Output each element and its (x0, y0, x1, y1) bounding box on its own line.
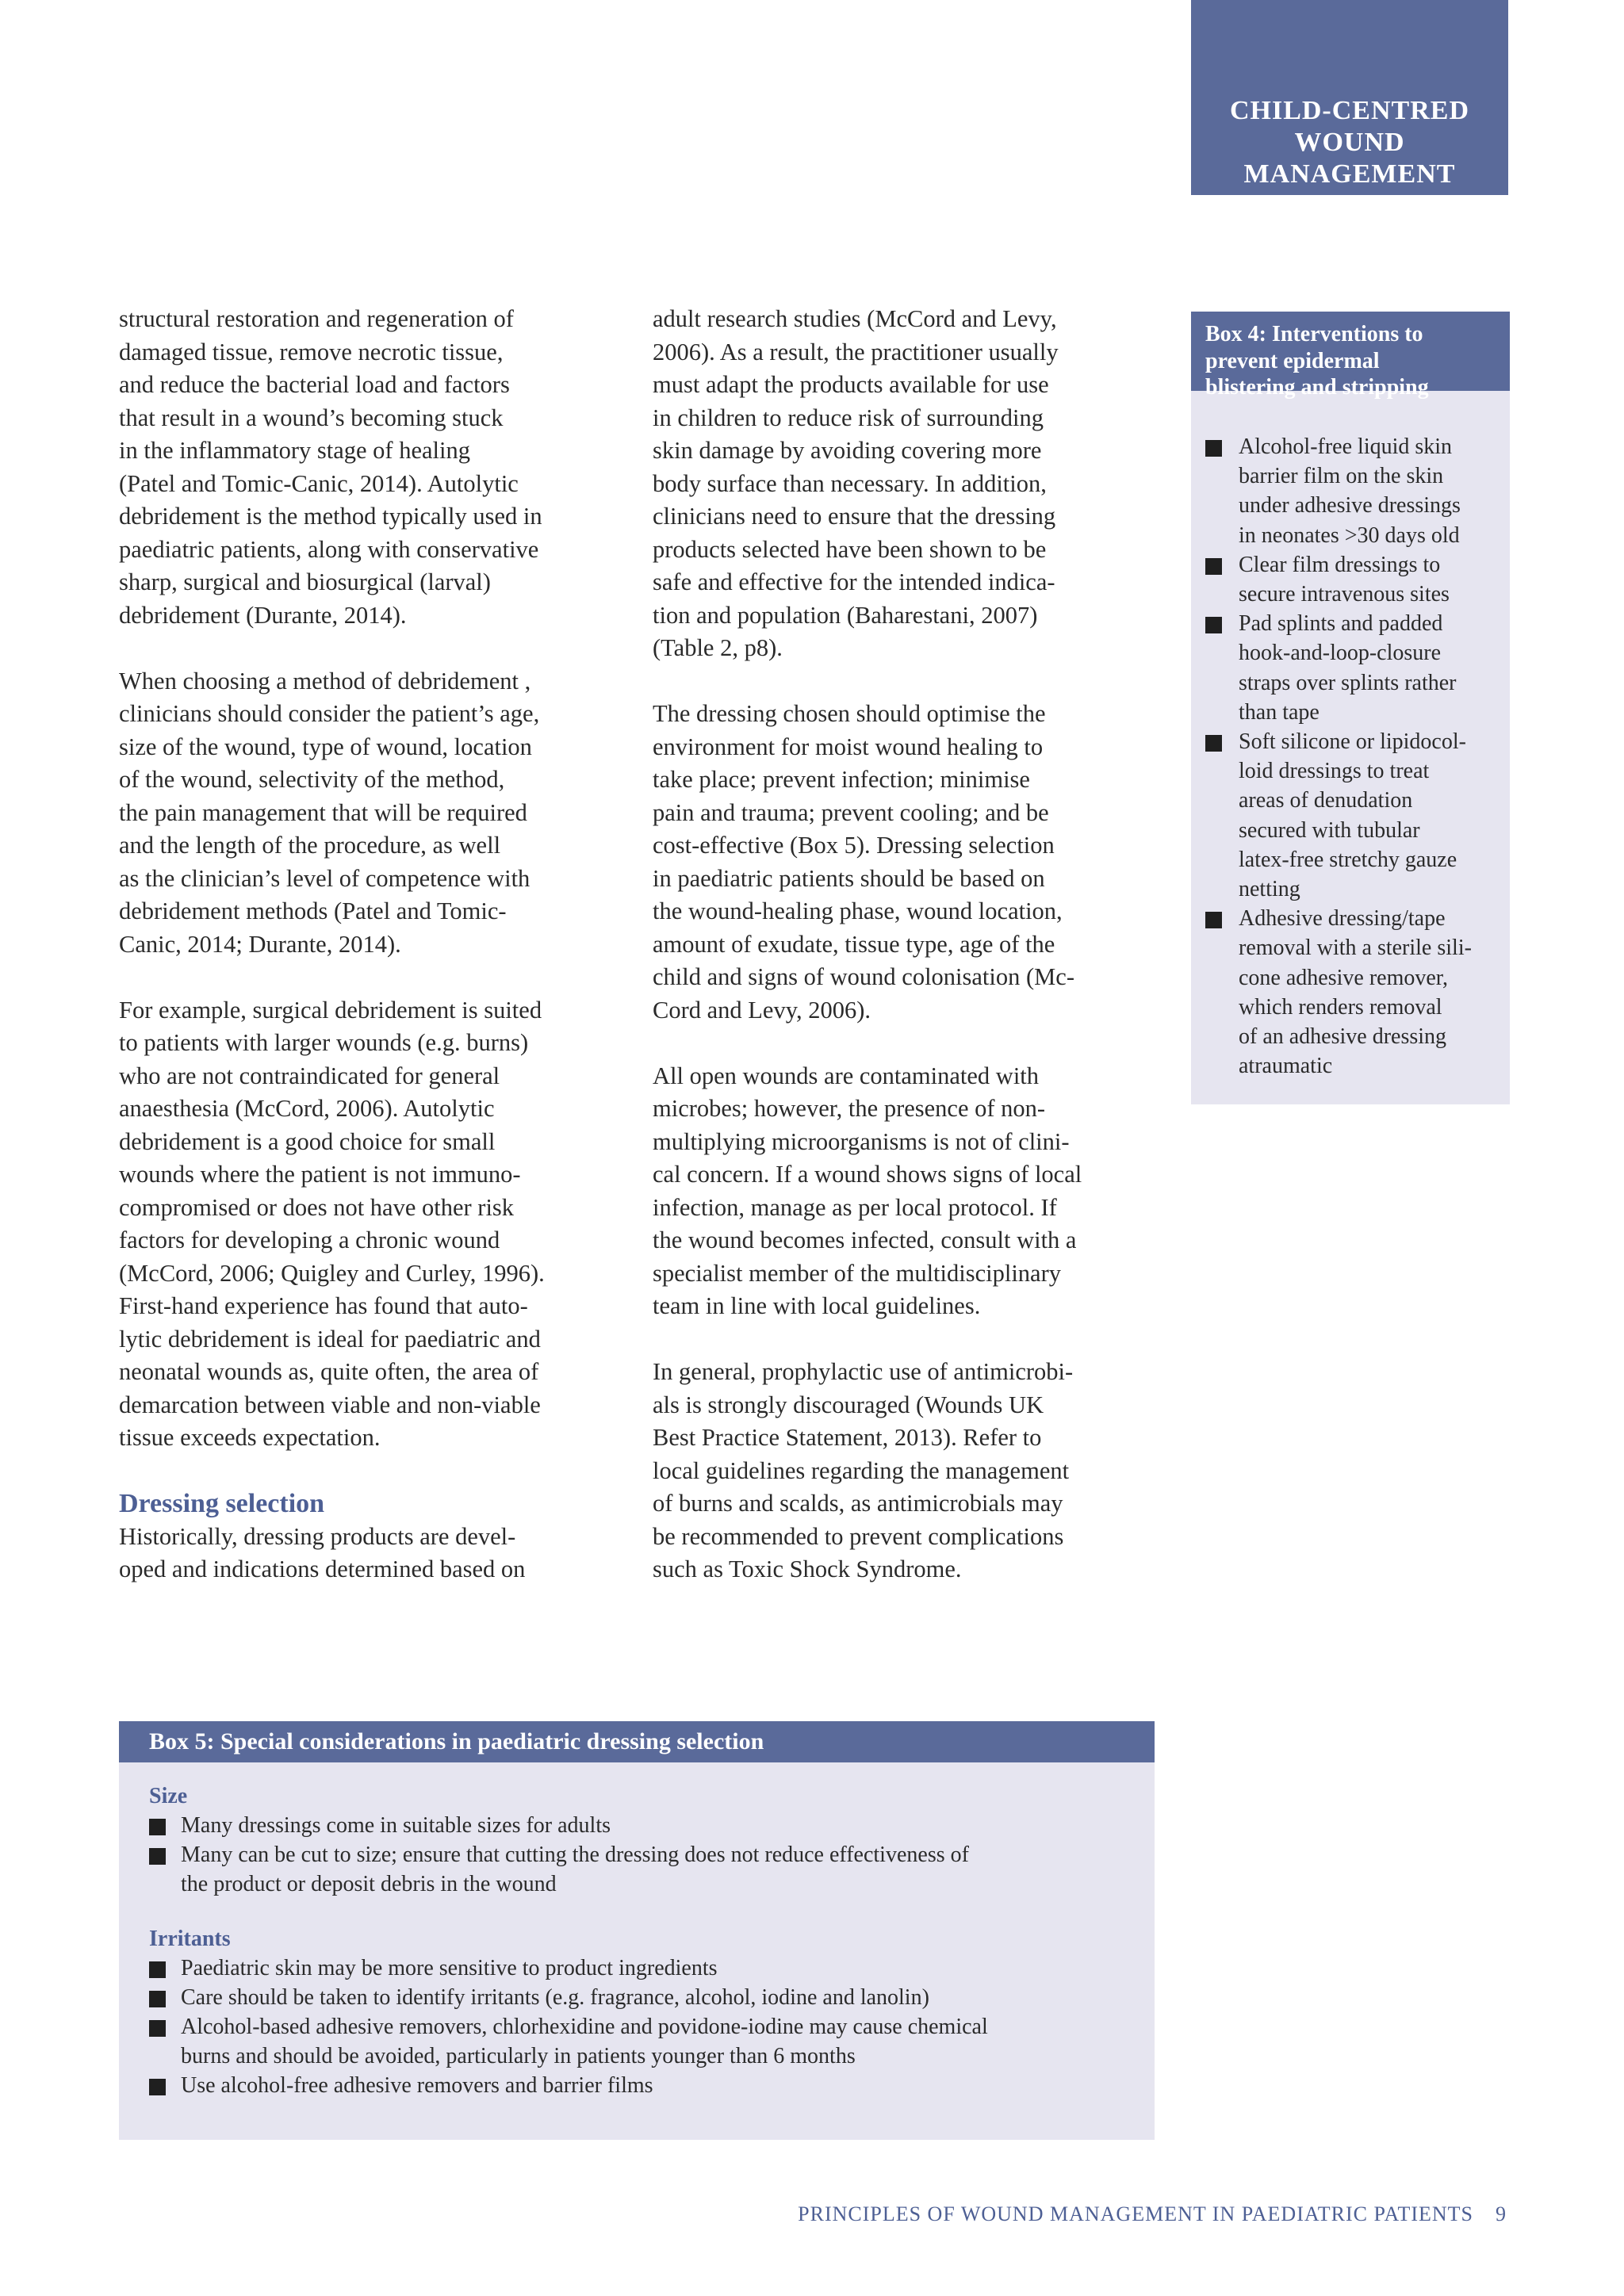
irritants-list (149, 1954, 1124, 2100)
list-item (149, 2071, 1124, 2100)
text-line: areas of denudation (1239, 788, 1413, 813)
text-line: the product or deposit debris in the wound (181, 1872, 557, 1896)
text-line: Alcohol-free liquid skin (1239, 434, 1453, 459)
box-5 (119, 1721, 1155, 2140)
text-line: under adhesive dressings (1239, 493, 1461, 519)
sidebar-box-4 (1191, 312, 1510, 1104)
text-line: Soft silicone or lipidocol- (1239, 729, 1466, 755)
text-line: infection, manage as per local protocol. If (653, 1193, 1057, 1221)
page-footer (798, 2201, 1507, 2228)
text-line: skin damage by avoiding covering more (653, 437, 1042, 464)
paragraph (653, 1060, 1164, 1323)
text-line: clinicians should consider the patient’s age, (119, 700, 540, 727)
section-tab (1191, 0, 1508, 195)
text-line: the pain management that will be required (119, 798, 527, 826)
text-line: body surface than necessary. In addition, (653, 469, 1047, 497)
text-line: in the inflammatory stage of healing (119, 437, 470, 464)
list-item (149, 1840, 1124, 1899)
text-line: (Patel and Tomic-Canic, 2014). Autolytic (119, 469, 519, 497)
text-line: Box 4: Interventions to (1205, 322, 1423, 346)
text-line: take place; prevent infection; minimise (653, 766, 1030, 793)
box-4-list (1205, 432, 1502, 1081)
text-line: local guidelines regarding the management (653, 1456, 1070, 1484)
text-line: and reduce the bacterial load and factors (119, 371, 510, 398)
text-line: products selected have been shown to be (653, 535, 1047, 563)
text-line: in paediatric patients should be based on (653, 864, 1045, 892)
text-line: straps over splints rather (1239, 670, 1457, 695)
square-bullet-icon (1205, 558, 1222, 575)
text-line: compromised or does not have other risk (119, 1193, 515, 1221)
text-line: child and signs of wound colonisation (Mc- (653, 963, 1074, 990)
text-line: the wound-healing phase, wound location, (653, 897, 1063, 924)
text-line: debridement (Durante, 2014). (119, 601, 407, 629)
text-line: loid dressings to treat (1239, 759, 1430, 784)
text-line: structural restoration and regeneration of (119, 305, 514, 332)
square-bullet-icon (149, 2020, 166, 2037)
text-line: as the clinician’s level of competence with (119, 864, 530, 892)
footer-title: PRINCIPLES OF WOUND MANAGEMENT IN PAEDIATRIC PATIENTS (798, 2202, 1473, 2225)
section-tab-line: MANAGEMENT (1243, 159, 1456, 189)
list-item (149, 1954, 1124, 1983)
paragraph (119, 994, 626, 1455)
text-line: secure intravenous sites (1239, 582, 1450, 607)
text-line: pain and trauma; prevent cooling; and be (653, 798, 1049, 826)
text-line: must adapt the products available for use (653, 371, 1049, 398)
text-line: oped and indications determined based on (119, 1556, 526, 1582)
list-item (1205, 609, 1502, 727)
text-line: who are not contraindicated for general (119, 1062, 500, 1089)
text-line: cone adhesive remover, (1239, 965, 1448, 990)
text-line: be recommended to prevent complications (653, 1522, 1064, 1550)
text-line: in children to reduce risk of surrounding (653, 404, 1044, 431)
text-line: than tape (1239, 699, 1320, 725)
text-line: (Table 2, p8). (653, 634, 783, 661)
text-line: that result in a wound’s becoming stuck (119, 404, 504, 431)
text-line: The dressing chosen should optimise the (653, 700, 1046, 727)
text-line: size of the wound, type of wound, location (119, 733, 532, 760)
list-item (1205, 727, 1502, 904)
text-line: environment for moist wound healing to (653, 733, 1044, 760)
text-line: debridement methods (Patel and Tomic- (119, 897, 507, 924)
text-line: Alcohol-based adhesive removers, chlorhexidine and povidone-iodine may cause chemical (181, 2015, 988, 2039)
text-line: barrier film on the skin (1239, 464, 1444, 489)
text-line: of the wound, selectivity of the method, (119, 766, 505, 793)
text-line: All open wounds are contaminated with (653, 1062, 1040, 1089)
text-line: burns and should be avoided, particularly in patients younger than 6 months (181, 2044, 856, 2068)
box-5-body (149, 1781, 1124, 2126)
text-line: 2006). As a result, the practitioner usually (653, 338, 1059, 365)
box-5-title: Box 5: Special considerations in paediatric dressing selection (119, 1721, 1155, 1762)
box-4-title (1191, 312, 1510, 400)
text-line: lytic debridement is ideal for paediatric and (119, 1325, 541, 1353)
paragraph (653, 698, 1164, 1027)
text-line: Care should be taken to identify irritants (e.g. fragrance, alcohol, iodine and lanolin) (181, 1985, 929, 2010)
text-line: als is strongly discouraged (Wounds UK (653, 1391, 1044, 1418)
text-line: debridement is a good choice for small (119, 1127, 496, 1155)
text-column-left (119, 303, 626, 1619)
text-line: Cord and Levy, 2006). (653, 996, 871, 1024)
text-line: removal with a sterile sili- (1239, 936, 1472, 961)
square-bullet-icon (149, 2079, 166, 2095)
text-line: Use alcohol-free adhesive removers and barrier films (181, 2073, 653, 2098)
text-column-middle (653, 303, 1164, 1619)
text-line: to patients with larger wounds (e.g. burns) (119, 1029, 529, 1056)
text-line: of an adhesive dressing (1239, 1024, 1447, 1050)
text-line: For example, surgical debridement is suited (119, 996, 542, 1024)
text-line: In general, prophylactic use of antimicrobi- (653, 1358, 1074, 1385)
text-line: sharp, surgical and biosurgical (larval) (119, 568, 491, 595)
section-heading: Dressing selection (119, 1489, 325, 1518)
text-line: Pad splints and padded (1239, 611, 1443, 637)
section-tab-line: WOUND (1294, 128, 1405, 157)
text-line: clinicians need to ensure that the dressing (653, 503, 1056, 530)
square-bullet-icon (1205, 912, 1222, 928)
text-line: cost-effective (Box 5). Dressing selection (653, 832, 1055, 859)
square-bullet-icon (149, 1991, 166, 2007)
text-line: secured with tubular (1239, 817, 1420, 843)
text-line: wounds where the patient is not immuno- (119, 1161, 521, 1188)
list-item (1205, 432, 1502, 550)
size-heading: Size (149, 1784, 188, 1808)
paragraph (119, 303, 626, 632)
text-line: amount of exudate, tissue type, age of the (653, 930, 1055, 958)
text-line: latex-free stretchy gauze (1239, 847, 1457, 872)
size-list (149, 1811, 1124, 1899)
paragraph (119, 665, 626, 962)
text-line: First-hand experience has found that auto- (119, 1292, 528, 1319)
text-line: (McCord, 2006; Quigley and Curley, 1996). (119, 1259, 545, 1287)
square-bullet-icon (1205, 440, 1222, 457)
text-line: Adhesive dressing/tape (1239, 906, 1446, 932)
irritants-heading: Irritants (149, 1927, 231, 1951)
square-bullet-icon (149, 1848, 166, 1865)
text-line: Historically, dressing products are devel- (119, 1522, 516, 1550)
text-line: such as Toxic Shock Syndrome. (653, 1556, 962, 1582)
text-line: damaged tissue, remove necrotic tissue, (119, 338, 504, 365)
text-line: safe and effective for the intended indica- (653, 568, 1055, 595)
square-bullet-icon (149, 1961, 166, 1978)
text-line: factors for developing a chronic wound (119, 1226, 500, 1253)
text-line: specialist member of the multidisciplinary (653, 1259, 1061, 1287)
list-item (1205, 550, 1502, 609)
text-line: cal concern. If a wound shows signs of local (653, 1161, 1082, 1188)
square-bullet-icon (149, 1819, 166, 1835)
text-line: which renders removal (1239, 994, 1442, 1020)
text-line: tissue exceeds expectation. (119, 1424, 381, 1451)
text-line: microbes; however, the presence of non- (653, 1095, 1046, 1122)
text-line: prevent epidermal (1205, 348, 1380, 373)
text-line: paediatric patients, along with conservative (119, 535, 539, 563)
text-line: Many can be cut to size; ensure that cutting the dressing does not reduce effectiveness of (181, 1843, 969, 1867)
text-line: anaesthesia (McCord, 2006). Autolytic (119, 1095, 495, 1122)
text-line: and the length of the procedure, as well (119, 832, 501, 859)
text-line: debridement is the method typically used in (119, 503, 542, 530)
text-line: Best Practice Statement, 2013). Refer to (653, 1424, 1042, 1451)
text-line: tion and population (Baharestani, 2007) (653, 601, 1038, 629)
text-line: When choosing a method of debridement , (119, 667, 531, 695)
section-tab-line: CHILD-CENTRED (1229, 96, 1470, 125)
paragraph (653, 303, 1164, 665)
text-line: the wound becomes infected, consult with a (653, 1226, 1077, 1253)
list-item (149, 1811, 1124, 1840)
text-line: adult research studies (McCord and Levy, (653, 305, 1057, 332)
square-bullet-icon (1205, 617, 1222, 633)
text-line: atraumatic (1239, 1054, 1333, 1079)
text-line: multiplying microorganisms is not of clini- (653, 1127, 1070, 1155)
square-bullet-icon (1205, 735, 1222, 752)
text-line: netting (1239, 877, 1300, 902)
text-line: of burns and scalds, as antimicrobials may (653, 1490, 1063, 1517)
list-item (1205, 904, 1502, 1081)
text-line: blistering and stripping (1205, 375, 1429, 400)
page-number: 9 (1496, 2202, 1507, 2225)
text-line: hook-and-loop-closure (1239, 641, 1442, 666)
paragraph (653, 1356, 1164, 1586)
text-line: Paediatric skin may be more sensitive to product ingredients (181, 1956, 718, 1980)
text-line: team in line with local guidelines. (653, 1292, 981, 1319)
text-line: Many dressings come in suitable sizes for adults (181, 1813, 611, 1838)
text-line: Canic, 2014; Durante, 2014). (119, 930, 401, 958)
list-item (149, 2012, 1124, 2071)
list-item (149, 1983, 1124, 2012)
paragraph (119, 1521, 626, 1586)
text-line: Clear film dressings to (1239, 552, 1441, 577)
text-line: in neonates >30 days old (1239, 522, 1460, 548)
text-line: neonatal wounds as, quite often, the area of (119, 1358, 539, 1385)
text-line: demarcation between viable and non-viable (119, 1391, 541, 1418)
